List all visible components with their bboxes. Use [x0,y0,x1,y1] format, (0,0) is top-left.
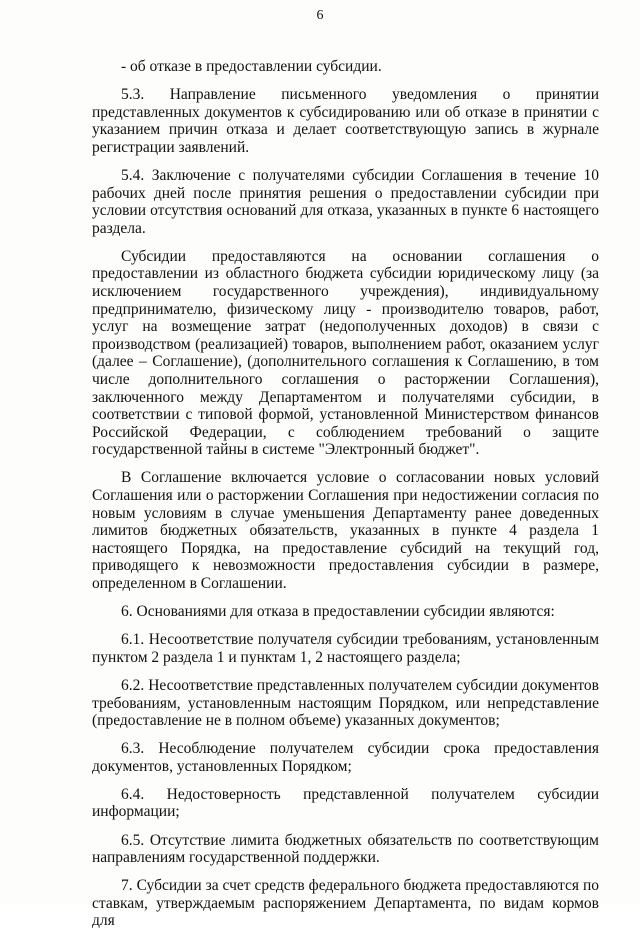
paragraph-6-3: 6.3. Несоблюдение получателем субсидии срока предоставления документов, установленных Порядком; [92,740,599,775]
document-body [92,58,599,941]
paragraph-agreement-conditions: В Соглашение включается условие о согласовании новых условий Соглашения или о расторжении Соглашения при недостижении согласия по новым условиям в случае уменьшения Департаменту ранее доведенных лимитов бюджетных обязательств, указанных в пункте 4 раздела 1 настоящего Порядка, на предоставление субсидий на текущий год, приводящего к невозможности предоставления субсидии в размере, определенном в Соглашении. [92,469,599,593]
paragraph-6-1: 6.1. Несоответствие получателя субсидии требованиям, установленным пунктом 2 раздела 1 и пунктам 1, 2 настоящего раздела; [92,631,599,666]
paragraph-5-4: 5.4. Заключение с получателями субсидии Соглашения в течение 10 рабочих дней после принятия решения о предоставлении субсидии при условии отсутствия оснований для отказа, указанных в пункте 6 настоящего раздела. [92,166,599,237]
paragraph-subsidy-agreement: Субсидии предоставляются на основании соглашения о предоставлении из областного бюджета субсидии юридическому лицу (за исключением государственного учреждения), индивидуальному предпринимателю, физическому лицу - производителю товаров, работ, услуг на возмещение затрат (недополученных доходов) в связи с производством (реализацией) товаров, выполнением работ, оказанием услуг (далее – Соглашение), (дополнительного соглашения к Соглашению, в том числе дополнительного соглашения о расторжении Соглашения), заключенного между Департаментом и получателями субсидии, в соответствии с типовой формой, установленной Министерством финансов Российской Федерации, с соблюдением требований о защите государственной тайны в системе "Электронный бюджет". [92,247,599,459]
paragraph-6-2: 6.2. Несоответствие представленных получателем субсидии документов требованиям, установленным настоящим Порядком, или непредставление (предоставление не в полном объеме) указанных документов; [92,676,599,730]
paragraph-5-3: 5.3. Направление письменного уведомления о принятии представленных документов к субсидированию или об отказе в принятии с указанием причин отказа и делает соответствующую запись в журнале регистрации заявлений. [92,86,599,156]
page-number: 6 [316,8,324,23]
paragraph-7: 7. Субсидии за счет средств федерального бюджета предоставляются по ставкам, утверждаемым распоряжением Департамента, по видам кормов для [92,877,599,930]
paragraph-6-5: 6.5. Отсутствие лимита бюджетных обязательств по соответствующим направлениям государственной поддержки. [92,831,599,867]
paragraph-6: 6. Основаниями для отказа в предоставлении субсидии являются: [121,603,555,621]
paragraph-refusal-item: - об отказе в предоставлении субсидии. [121,58,382,75]
paragraph-6-4: 6.4. Недостоверность представленной получателем субсидии информации; [92,785,599,821]
